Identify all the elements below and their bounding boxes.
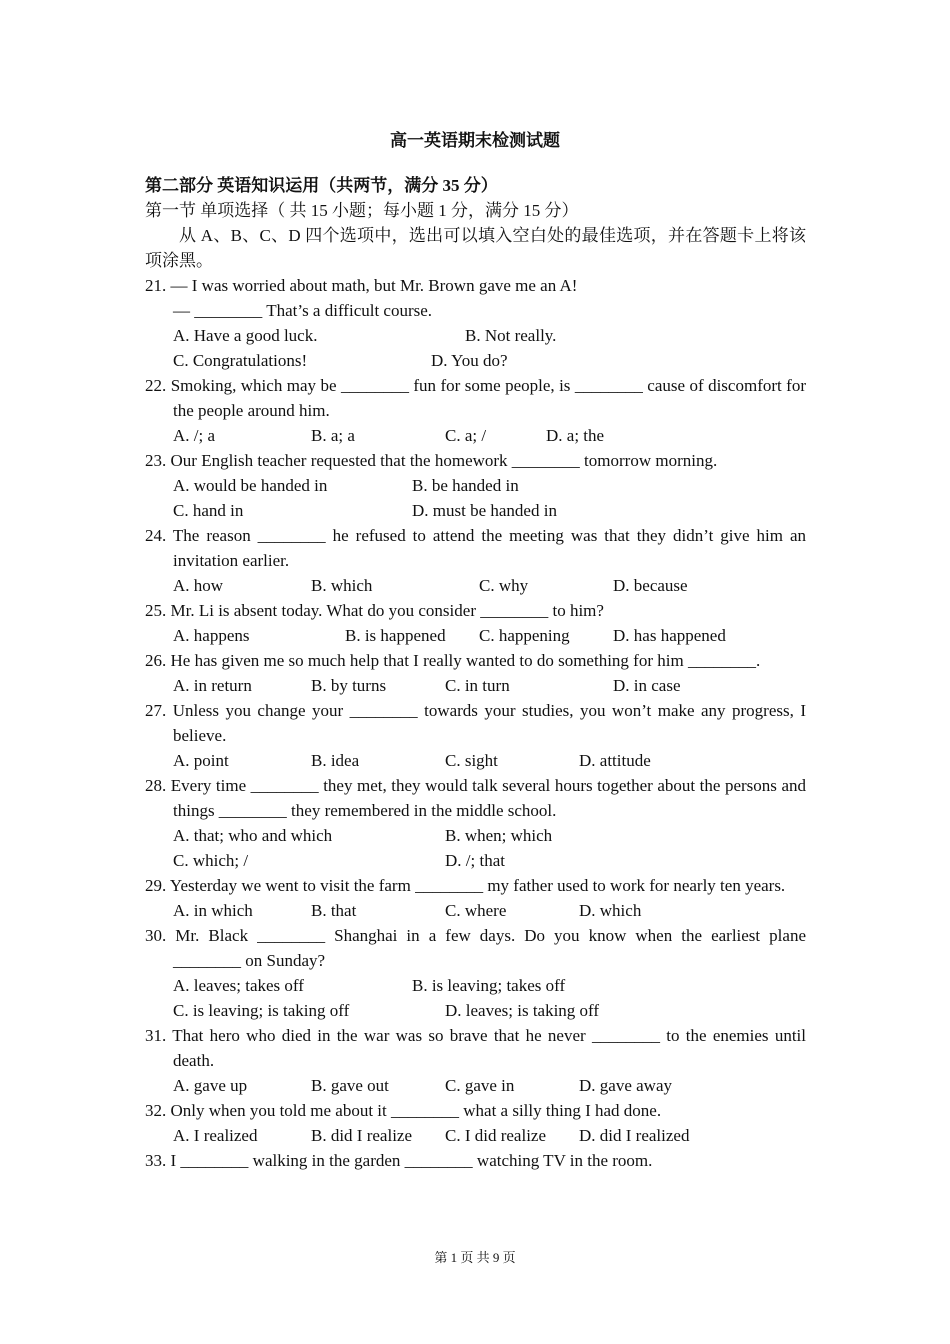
page-footer: 第 1 页 共 9 页 <box>434 1250 516 1265</box>
question-27: 27. Unless you change your ________ towards your studies, you won’t make any progress, I believe. <box>145 701 806 745</box>
option-c: C. is leaving; is taking off <box>173 1001 350 1020</box>
option-a: A. in which <box>173 901 253 920</box>
option-c: C. where <box>445 901 507 920</box>
option-a: A. that; who and which <box>173 826 333 845</box>
question-30-options-cd <box>145 998 806 1023</box>
page-title: 高一英语期末检测试题 <box>390 131 560 150</box>
option-d: D. You do? <box>431 351 508 370</box>
section-heading: 第一节 单项选择（ 共 15 小题；每小题 1 分，满分 15 分） <box>145 201 579 220</box>
option-a: A. happens <box>173 626 250 645</box>
question-25: 25. Mr. Li is absent today. What do you consider ________ to him? <box>145 601 604 620</box>
option-b: B. which <box>311 576 373 595</box>
option-a: A. point <box>173 751 229 770</box>
option-c: C. sight <box>445 751 498 770</box>
question-21-line1: 21. — I was worried about math, but Mr. Brown gave me an A! <box>145 276 578 295</box>
option-d: D. a; the <box>546 426 605 445</box>
question-21-line2: — ________ That’s a difficult course. <box>173 301 433 320</box>
question-31-options <box>145 1073 806 1098</box>
question-31: 31. That hero who died in the war was so brave that he never ________ to the enemies until death. <box>145 1026 806 1070</box>
option-a: A. gave up <box>173 1076 248 1095</box>
option-d: D. in case <box>613 676 681 695</box>
option-d: D. must be handed in <box>412 501 557 520</box>
question-26: 26. He has given me so much help that I really wanted to do something for him ________. <box>145 651 761 670</box>
question-23-options-ab <box>145 473 806 498</box>
question-22: 22. Smoking, which may be ________ fun for some people, is ________ cause of discomfort for the people around him. <box>145 376 806 420</box>
option-d: D. which <box>579 901 642 920</box>
question-28-options-ab <box>145 823 806 848</box>
question-26-options <box>145 673 806 698</box>
option-b: B. be handed in <box>412 476 519 495</box>
option-b: B. idea <box>311 751 360 770</box>
question-29-options <box>145 898 806 923</box>
option-d: D. because <box>613 576 688 595</box>
instructions: 从 A、B、C、D 四个选项中，选出可以填入空白处的最佳选项，并在答题卡上将该项涂黑。 <box>145 226 806 270</box>
question-21-options-ab <box>145 323 806 348</box>
option-b: B. gave out <box>311 1076 389 1095</box>
option-a: A. would be handed in <box>173 476 328 495</box>
question-22-options <box>145 423 806 448</box>
question-30: 30. Mr. Black ________ Shanghai in a few days. Do you know when the earliest plane ________ on Sunday? <box>145 926 806 970</box>
option-b: B. a; a <box>311 426 355 445</box>
question-28-options-cd <box>145 848 806 873</box>
question-24-options <box>145 573 806 598</box>
option-a: A. in return <box>173 676 252 695</box>
option-b: B. that <box>311 901 357 920</box>
option-d: D. /; that <box>445 851 505 870</box>
question-30-options-ab <box>145 973 806 998</box>
question-23-options-cd <box>145 498 806 523</box>
option-a: A. Have a good luck. <box>173 326 318 345</box>
option-c: C. which; / <box>173 851 249 870</box>
question-32: 32. Only when you told me about it ________ what a silly thing I had done. <box>145 1101 662 1120</box>
question-32-options <box>145 1123 806 1148</box>
question-21-options-cd <box>145 348 806 373</box>
question-33: 33. I ________ walking in the garden ________ watching TV in the room. <box>145 1151 653 1170</box>
option-a: A. how <box>173 576 224 595</box>
option-c: C. in turn <box>445 676 510 695</box>
option-c: C. why <box>479 576 529 595</box>
option-b: B. by turns <box>311 676 387 695</box>
option-b: B. did I realize <box>311 1126 413 1145</box>
option-b: B. is leaving; takes off <box>412 976 566 995</box>
part-heading: 第二部分 英语知识运用（共两节，满分 35 分） <box>145 176 498 195</box>
option-c: C. hand in <box>173 501 244 520</box>
option-d: D. has happened <box>613 626 726 645</box>
question-29: 29. Yesterday we went to visit the farm ________ my father used to work for nearly ten years. <box>145 876 786 895</box>
option-d: D. gave away <box>579 1076 672 1095</box>
option-b: B. is happened <box>345 626 446 645</box>
question-27-options <box>145 748 806 773</box>
question-23: 23. Our English teacher requested that the homework ________ tomorrow morning. <box>145 451 718 470</box>
exam-content <box>145 173 806 1173</box>
option-a: A. leaves; takes off <box>173 976 304 995</box>
option-d: D. leaves; is taking off <box>445 1001 600 1020</box>
option-c: C. a; / <box>445 426 487 445</box>
option-a: A. I realized <box>173 1126 258 1145</box>
question-25-options <box>145 623 806 648</box>
option-c: C. gave in <box>445 1076 515 1095</box>
option-c: C. happening <box>479 626 570 645</box>
option-d: D. attitude <box>579 751 651 770</box>
option-d: D. did I realized <box>579 1126 690 1145</box>
option-b: B. Not really. <box>465 326 557 345</box>
option-c: C. I did realize <box>445 1126 547 1145</box>
option-b: B. when; which <box>445 826 553 845</box>
question-28: 28. Every time ________ they met, they would talk several hours together about the persons and things ________ they remembered in the middle school. <box>145 776 806 820</box>
option-a: A. /; a <box>173 426 216 445</box>
question-24: 24. The reason ________ he refused to attend the meeting was that they didn’t give him an invitation earlier. <box>145 526 806 570</box>
option-c: C. Congratulations! <box>173 351 308 370</box>
